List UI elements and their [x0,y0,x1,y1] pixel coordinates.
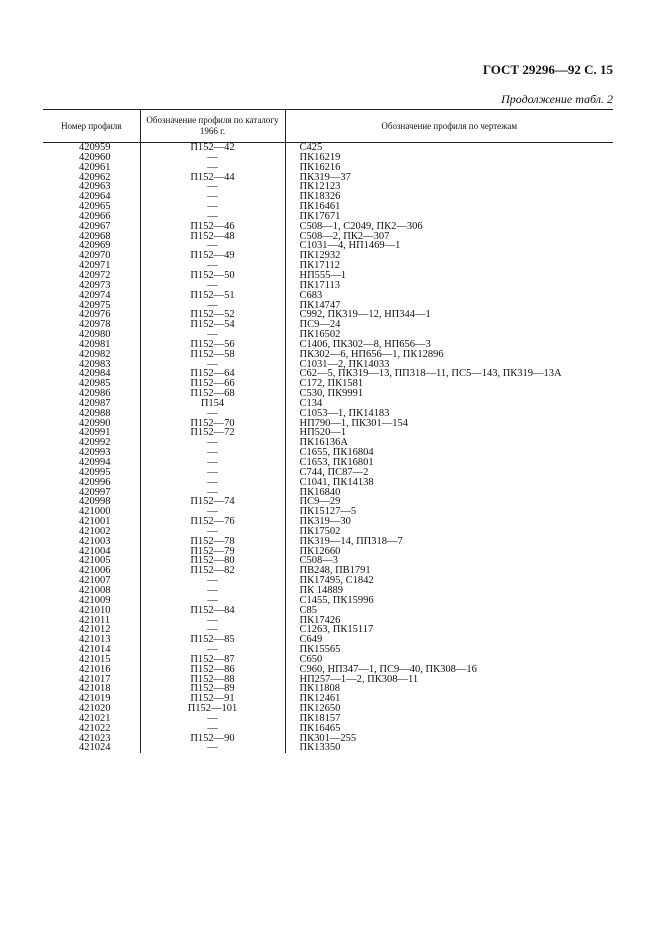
drawing-designation-cell: ПК12660 [299,546,341,557]
profile-number-cell: 420966 [79,211,111,222]
profile-number-cell: 421009 [79,595,111,606]
catalog-designation-cell: — [140,163,285,173]
profile-number-cell: 421011 [79,615,111,626]
profile-number-cell: 420986 [79,389,111,399]
drawing-designation-cell: ПК14747 [299,300,341,311]
profile-number-cell: 420980 [79,330,111,340]
drawing-designation-cell: ПК17502 [299,526,341,537]
catalog-designation-cell: — [140,586,285,596]
drawing-designation-cell: ПК16465 [299,723,341,734]
profile-number-cell: 420993 [79,448,111,458]
table-row [43,635,613,645]
catalog-designation-cell: — [140,301,285,311]
profile-number-cell: 420963 [79,182,111,193]
table-row [43,507,613,517]
profile-number-cell: 420981 [79,339,111,350]
catalog-designation-cell: — [140,488,285,498]
table-row [43,241,613,251]
drawing-designation-cell: ПК16461 [299,202,341,212]
catalog-designation-cell: — [140,360,285,370]
profile-number-cell: 421020 [79,704,111,714]
catalog-designation-cell: П152—50 [140,271,285,281]
catalog-designation-cell: — [140,192,285,202]
catalog-designation-cell: П152—87 [140,655,285,665]
table-row [43,537,613,547]
drawing-designation-cell: С1031—4, НП1469—1 [299,241,401,252]
table-row [43,576,613,586]
drawing-designation-cell: ПК12123 [299,182,341,193]
profile-number-cell: 420974 [79,290,111,301]
catalog-designation-cell: П152—79 [140,547,285,557]
table-row [43,438,613,448]
drawing-designation-cell: ПК11808 [299,684,340,695]
table-row [43,497,613,507]
catalog-designation-cell: П152—90 [140,734,285,744]
catalog-designation-cell: П152—88 [140,675,285,685]
drawing-designation-cell: С744, ПС87—2 [299,467,369,478]
table-row [43,428,613,438]
catalog-designation-cell: — [140,507,285,517]
profile-number-cell: 420959 [79,142,111,153]
profile-number-cell: 421016 [79,664,111,675]
profile-number-cell: 420998 [79,497,111,508]
table-row [43,301,613,311]
table-row [43,616,613,626]
drawing-designation-cell: С508—3 [299,556,339,567]
drawing-designation-cell: С508—1, С2049, ПК2—306 [299,221,423,232]
table-row [43,399,613,409]
catalog-designation-cell: П152—66 [140,379,285,389]
drawing-designation-cell: ПК17113 [299,280,340,291]
table-row [43,586,613,596]
catalog-designation-cell: — [140,458,285,468]
profile-number-cell: 421019 [79,694,111,705]
table-row [43,458,613,468]
table-row [43,714,613,724]
drawing-designation-cell: ПК12461 [299,694,341,705]
table-row [43,665,613,675]
catalog-designation-cell: П152—49 [140,251,285,261]
catalog-designation-cell: П152—52 [140,310,285,320]
drawing-designation-cell: С172, ПК1581 [299,379,364,390]
profile-number-cell: 420985 [79,379,111,390]
catalog-designation-cell: П154 [140,399,285,409]
catalog-designation-cell: П152—101 [140,704,285,714]
profile-number-cell: 421002 [79,526,111,537]
catalog-designation-cell: П152—48 [140,232,285,242]
drawing-designation-cell: ПК16136А [299,438,348,449]
drawing-designation-cell: ПК12650 [299,704,341,714]
drawing-designation-cell: ПК319—30 [299,517,351,527]
catalog-designation-cell: П152—84 [140,606,285,616]
drawing-designation-cell: С1655, ПК16804 [299,448,374,458]
column-header-drawing-designation: Обозначение профиля по чертежам [285,110,613,143]
profile-number-cell: 420991 [79,428,111,439]
profile-number-cell: 421001 [79,517,111,527]
catalog-designation-cell: — [140,241,285,251]
catalog-designation-cell: — [140,714,285,724]
table-row [43,153,613,163]
catalog-designation-cell: — [140,625,285,635]
drawing-designation-cell: ПК16502 [299,330,341,340]
page-header: ГОСТ 29296—92 С. 15 [482,62,613,77]
catalog-designation-cell: П152—78 [140,537,285,547]
profile-number-cell: 421017 [79,674,111,685]
drawing-designation-cell: ПК16216 [299,162,341,173]
drawing-designation-cell: ПК18157 [299,713,341,724]
catalog-designation-cell: — [140,261,285,271]
catalog-designation-cell: П152—64 [140,369,285,379]
catalog-designation-cell: П152—54 [140,320,285,330]
catalog-designation-cell: — [140,527,285,537]
table-row [43,743,613,753]
catalog-designation-cell: — [140,438,285,448]
profile-number-cell: 420997 [79,487,111,498]
catalog-designation-cell: — [140,448,285,458]
catalog-designation-cell: П152—76 [140,517,285,527]
table-row [43,202,613,212]
catalog-designation-cell: П152—42 [140,143,285,153]
drawing-designation-cell: С1455, ПК15996 [299,595,374,606]
profile-number-cell: 420969 [79,241,111,252]
profile-number-cell: 420984 [79,369,111,380]
drawing-designation-cell: С960, НП347—1, ПС9—40, ПК308—16 [299,664,477,675]
table-row [43,606,613,616]
profile-number-cell: 420970 [79,251,111,262]
table-row [43,182,613,192]
profile-number-cell: 420961 [79,162,111,173]
drawing-designation-cell: С508—2, ПК2—307 [299,231,390,242]
catalog-designation-cell: П152—70 [140,419,285,429]
drawing-designation-cell: ПК319—37 [299,172,351,183]
profile-number-cell: 420972 [79,270,111,281]
table-row [43,527,613,537]
table-row [43,192,613,202]
drawing-designation-cell: С1406, ПК302—8, НП656—3 [299,339,431,350]
profile-number-cell: 421004 [79,546,111,557]
profile-number-cell: 420968 [79,231,111,242]
profile-number-cell: 420971 [79,261,111,271]
drawing-designation-cell: НП555—1 [299,270,347,281]
table-row [43,694,613,704]
drawing-designation-cell: НП520—1 [299,428,347,439]
drawing-designation-cell: С530, ПК9991 [299,389,364,399]
catalog-designation-cell: П152—46 [140,222,285,232]
column-header-catalog-designation: Обозначение профиля по каталогу 1966 г. [140,110,285,143]
profile-number-cell: 420965 [79,202,111,212]
catalog-designation-cell: П152—82 [140,566,285,576]
table-row [43,281,613,291]
table-row [43,409,613,419]
table-row [43,724,613,734]
drawing-designation-cell: ПК15565 [299,645,341,655]
drawing-designation-cell: ПК319—14, ПП318—7 [299,536,403,547]
profile-number-cell: 420973 [79,280,111,291]
catalog-designation-cell: П152—56 [140,340,285,350]
catalog-designation-cell: П152—51 [140,291,285,301]
drawing-designation-cell: С1041, ПК14138 [299,477,374,488]
profile-number-cell: 421006 [79,566,111,577]
profile-number-cell: 420994 [79,458,111,468]
table-row [43,143,613,153]
profile-number-cell: 420992 [79,438,111,449]
drawing-designation-cell: С425 [299,142,323,153]
profile-number-cell: 421018 [79,684,111,695]
profile-number-cell: 420975 [79,300,111,311]
drawing-designation-cell: НП257—1—2, ПК308—11 [299,674,419,685]
table-row [43,389,613,399]
table-row [43,320,613,330]
drawing-designation-cell: ПК301—255 [299,733,357,744]
drawing-designation-cell: ПС9—24 [299,320,341,331]
catalog-designation-cell: — [140,281,285,291]
profile-number-cell: 421013 [79,635,111,646]
table-continuation-label: Продолжение табл. 2 [501,92,613,106]
drawing-designation-cell: ПК12932 [299,251,341,262]
table-row [43,379,613,389]
catalog-designation-cell: П152—86 [140,665,285,675]
profile-number-cell: 421010 [79,605,111,616]
catalog-designation-cell: — [140,616,285,626]
table-row [43,271,613,281]
profile-number-cell: 421021 [79,713,111,724]
drawing-designation-cell: С650 [299,654,323,665]
catalog-designation-cell: П152—68 [140,389,285,399]
drawing-designation-cell: С1053—1, ПК14183 [299,408,390,419]
table-row [43,261,613,271]
table-row [43,251,613,261]
catalog-designation-cell: П152—58 [140,350,285,360]
profile-number-cell: 421003 [79,536,111,547]
drawing-designation-cell: С1031—2, ПК14033 [299,359,390,370]
profile-number-cell: 421014 [79,645,111,655]
catalog-designation-cell: П152—85 [140,635,285,645]
table-row [43,517,613,527]
table-row [43,645,613,655]
profile-number-cell: 420982 [79,349,111,360]
drawing-designation-cell: С134 [299,398,323,409]
table-row [43,173,613,183]
drawing-designation-cell: ПК16840 [299,487,341,498]
drawing-designation-cell: ПК17495, С1842 [299,576,374,586]
catalog-designation-cell: — [140,743,285,753]
catalog-designation-cell: — [140,596,285,606]
profile-number-cell: 421007 [79,576,111,586]
drawing-designation-cell: ПК17426 [299,615,341,626]
catalog-designation-cell: П152—91 [140,694,285,704]
catalog-designation-cell: — [140,478,285,488]
catalog-designation-cell: — [140,576,285,586]
catalog-designation-cell: — [140,645,285,655]
drawing-designation-cell: НП790—1, ПК301—154 [299,418,409,429]
profile-number-cell: 421015 [79,654,111,665]
profile-number-cell: 420962 [79,172,111,183]
drawing-designation-cell: С992, ПК319—12, НП344—1 [299,310,431,321]
table-row [43,478,613,488]
profile-number-cell: 421005 [79,556,111,567]
table-row [43,310,613,320]
catalog-designation-cell: — [140,330,285,340]
table-row [43,232,613,242]
profile-number-cell: 420978 [79,320,111,331]
catalog-designation-cell: П152—89 [140,684,285,694]
profile-number-cell: 421022 [79,723,111,734]
drawing-designation-cell: ПК15127—5 [299,507,357,518]
profile-number-cell: 420983 [79,359,111,370]
table-header [43,110,613,143]
profile-number-cell: 420964 [79,192,111,203]
table-row [43,704,613,714]
catalog-designation-cell: П152—44 [140,173,285,183]
table-row [43,468,613,478]
table-row [43,212,613,222]
catalog-designation-cell: — [140,182,285,192]
table-row [43,369,613,379]
table-row [43,547,613,557]
drawing-designation-cell: ПВ248, ПВ1791 [299,566,371,577]
table-row [43,566,613,576]
catalog-designation-cell: — [140,153,285,163]
profile-number-cell: 421008 [79,585,111,596]
profile-number-cell: 420976 [79,310,111,321]
catalog-designation-cell: — [140,202,285,212]
table-row [43,419,613,429]
profile-number-cell: 421023 [79,733,111,744]
drawing-designation-cell: ПК 14889 [299,585,343,596]
table-row [43,448,613,458]
table-row [43,556,613,566]
profile-number-cell: 420960 [79,152,111,163]
table-row [43,350,613,360]
table-row [43,330,613,340]
profile-number-cell: 420990 [79,418,111,429]
table-row [43,625,613,635]
table-body [43,143,613,754]
catalog-designation-cell: — [140,409,285,419]
drawing-designation-cell: С1263, ПК15117 [299,625,374,636]
table-row [43,655,613,665]
table-row [43,291,613,301]
table-row [43,684,613,694]
drawing-designation-cell: ПК302—6, НП656—1, ПК12896 [299,349,444,360]
profile-number-cell: 420995 [79,467,111,478]
profile-table [43,109,613,753]
table-row [43,488,613,498]
profile-number-cell: 421012 [79,625,111,636]
column-header-profile-number: Номер профиля [43,110,140,143]
drawing-designation-cell: ПК17112 [299,261,340,271]
profile-number-cell: 420996 [79,477,111,488]
profile-number-cell: 420987 [79,398,111,409]
drawing-designation-cell: С1653, ПК16801 [299,458,374,468]
profile-number-cell: 420967 [79,221,111,232]
profile-number-cell: 420988 [79,408,111,419]
drawing-designation-cell: ПС9—29 [299,497,341,508]
profile-number-cell: 421000 [79,507,111,518]
drawing-designation-cell: С649 [299,635,323,646]
table-row [43,596,613,606]
catalog-designation-cell: — [140,468,285,478]
drawing-designation-cell: ПК17671 [299,211,341,222]
catalog-designation-cell: — [140,724,285,734]
table-row [43,340,613,350]
drawing-designation-cell: С683 [299,290,323,301]
table-row [43,163,613,173]
catalog-designation-cell: П152—72 [140,428,285,438]
profile-number-cell: 421024 [79,743,111,754]
drawing-designation-cell: С62—5, ПК319—13, ПП318—11, ПС5—143, ПК319—13А [299,369,562,380]
table-row [43,675,613,685]
table-row [43,222,613,232]
catalog-designation-cell: П152—74 [140,497,285,507]
drawing-designation-cell: ПК18326 [299,192,341,203]
drawing-designation-cell: С85 [299,605,318,616]
catalog-designation-cell: — [140,212,285,222]
drawing-designation-cell: ПК16219 [299,152,341,163]
table-row [43,734,613,744]
catalog-designation-cell: П152—80 [140,556,285,566]
drawing-designation-cell: ПК13350 [299,743,341,754]
table-row [43,360,613,370]
